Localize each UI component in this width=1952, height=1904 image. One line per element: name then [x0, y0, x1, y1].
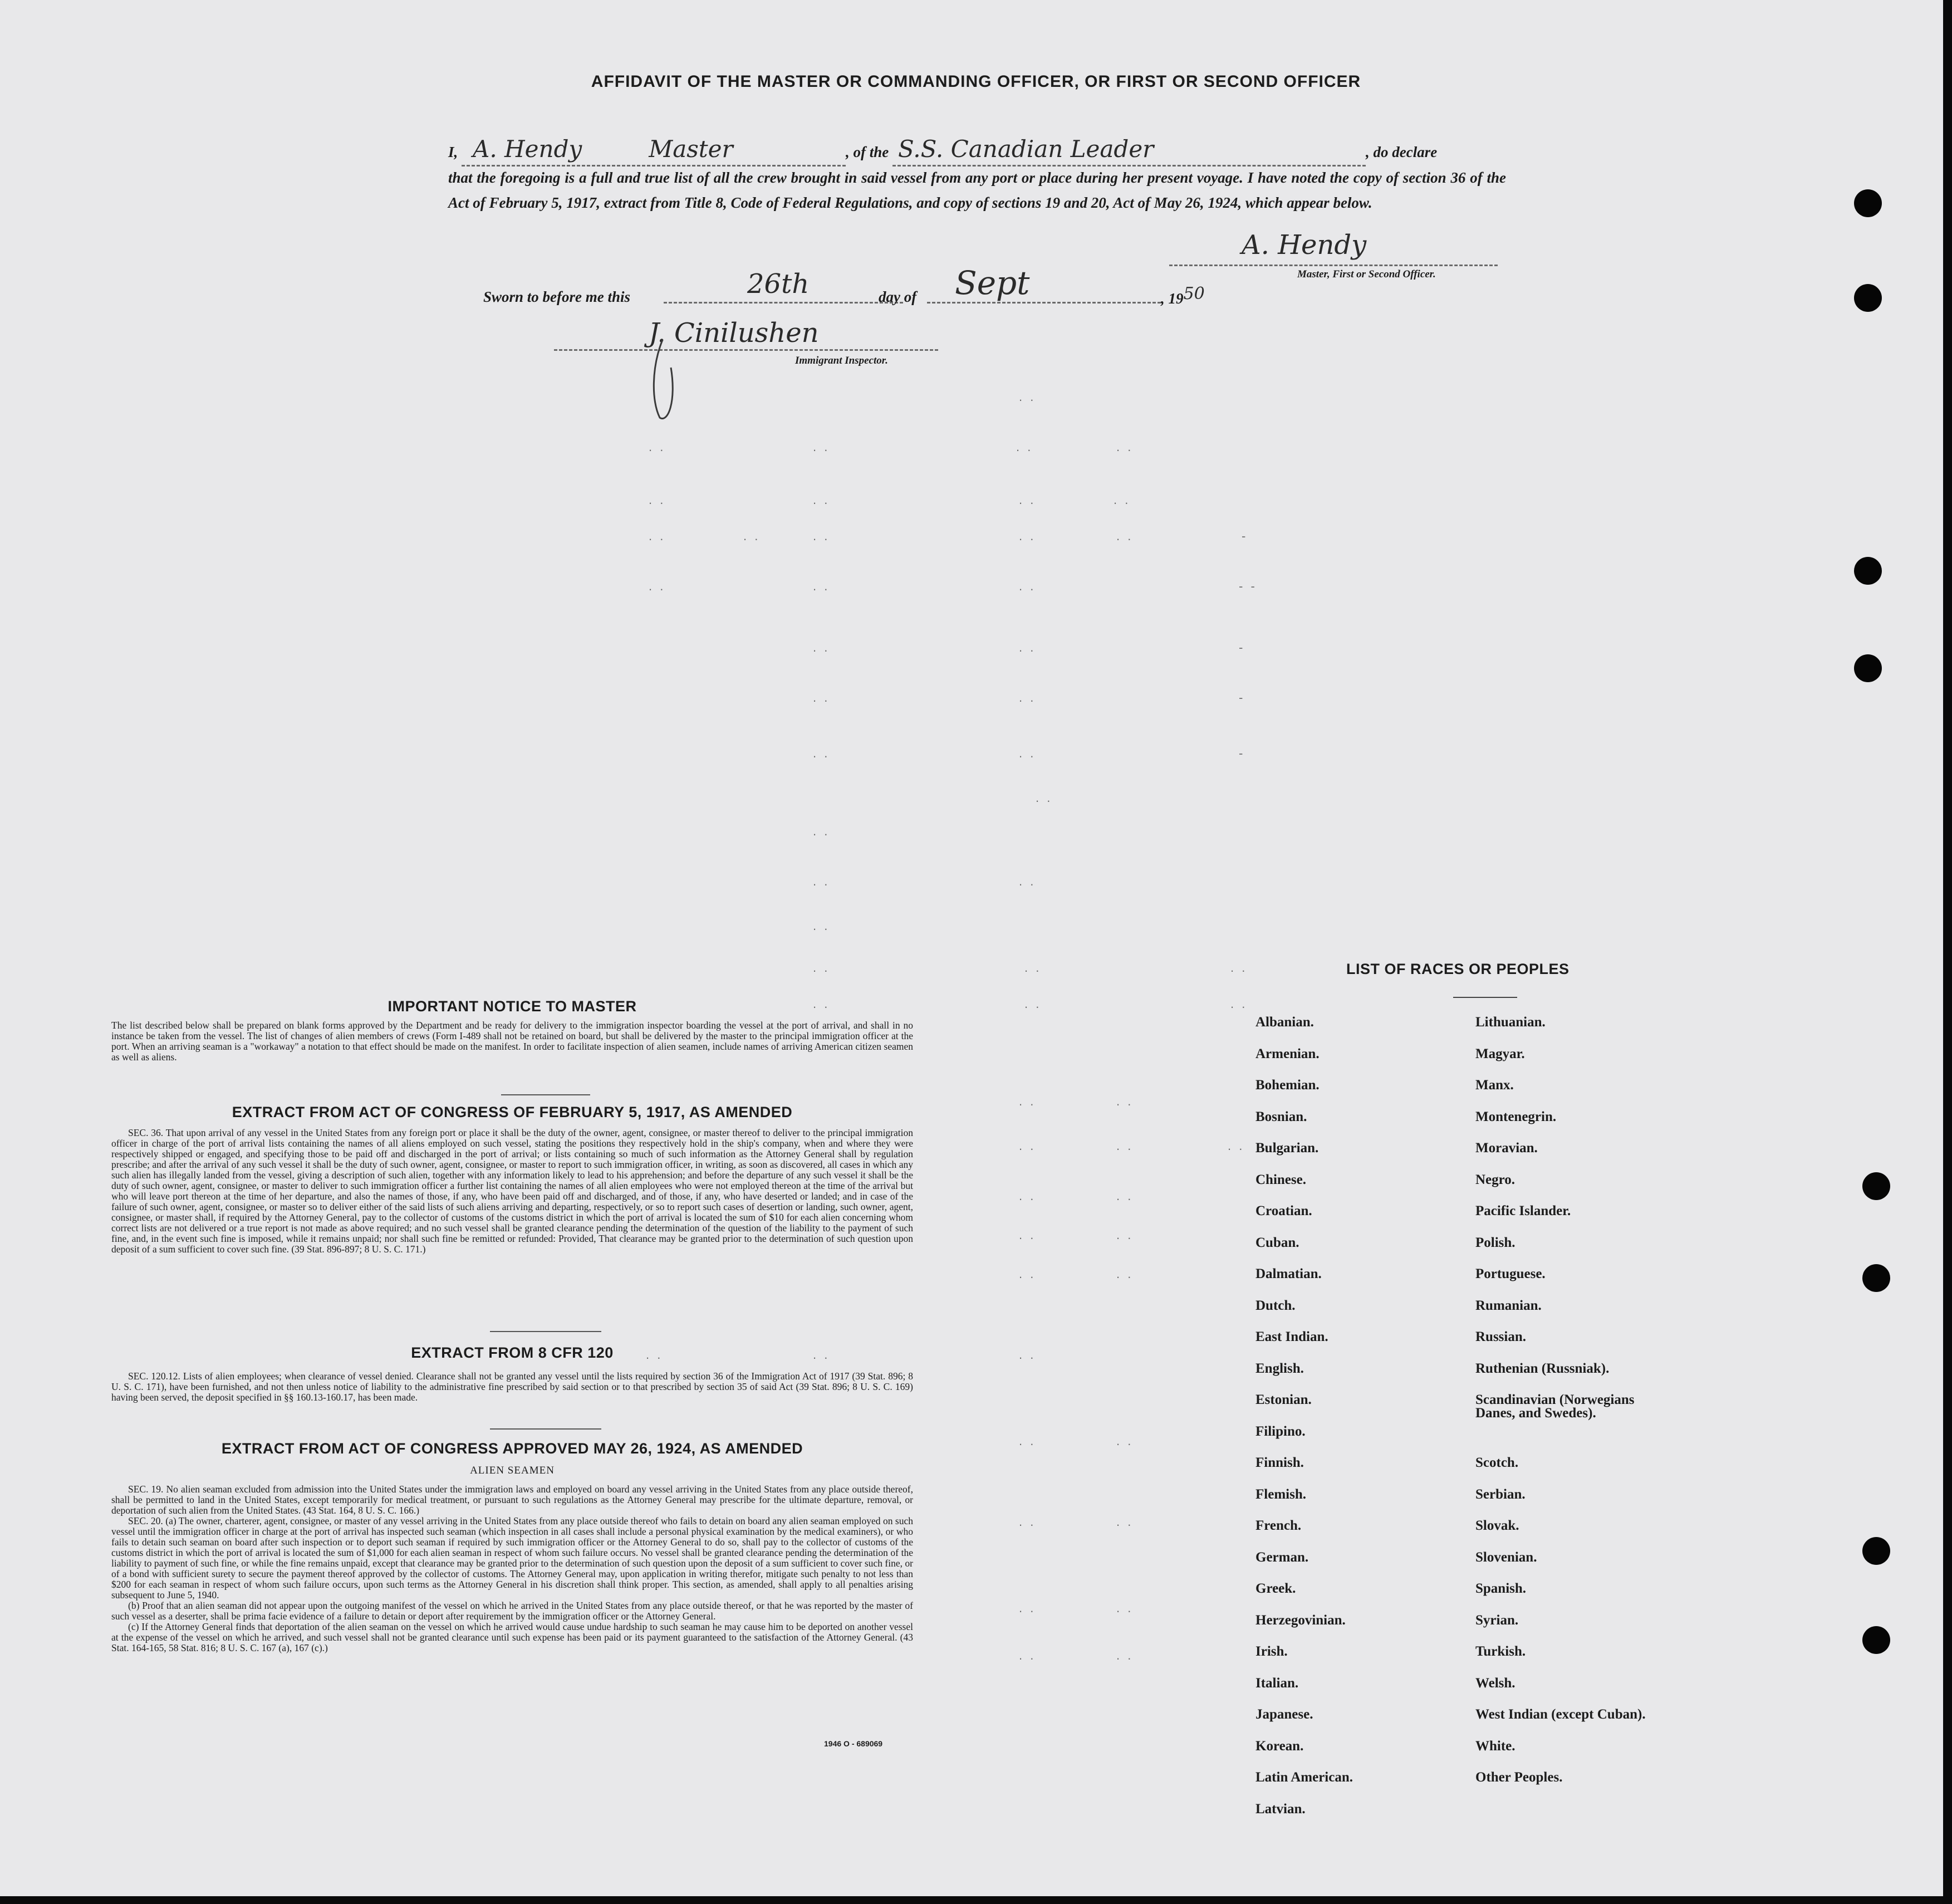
section-20a-paragraph: SEC. 20. (a) The owner, charterer, agent, consignee, or master of any vessel arriving in the United States from any place outside thereof who fails to detain on board any alien seaman employed on such vessel until the immigration officer in charge at the port of arrival has inspected such seaman (which inspection in all cases shall include a personal physical examination by the medical examiners), or who fails to detain such seaman on board after such inspection or to deport such seaman if required by such immigration officer or the Attorney General to do so, shall pay to the collector of customs of the customs district in which the port of arrival is located the sum of $1,000 for each alien seaman in respect of whom such failure occurs. No vessel shall be granted clearance pending the determination of the liability to payment of such fine, or while the fine remains unpaid, except that clearance may be granted prior to the determination of such question upon the deposit of a sum sufficient to cover such fine, or of a bond with sufficient surety to secure the payment thereof approved by the collector of customs. The Attorney General may, upon application in writing therefor, mitigate such penalty to not less than $200 for each seaman in respect of whom such failure occurs, upon such terms as the Attorney General in his discretion shall think proper. This section, as amended, shall apply to all penalties arising subsequent to June 5, 1940. — [111, 1515, 913, 1600]
extract-cfr-text: SEC. 120.12. Lists of alien employees; when clearance of vessel denied. Clearance shall not be granted any vessel until the lists required by section 36 of the Immigration Act of 1917 (39 Stat. 896; 8 U. S. C. 171), have been furnished, and not then unless notice of liability to the administrative fine prescribed by said section or to that prescribed by section 35 of said Act (39 Stat. 896; 8 U. S. C. 169) having been served, the deposit specified in §§ 160.13-160.17, has been made. — [111, 1371, 913, 1403]
race-item: West Indian (except Cuban). — [1475, 1707, 1646, 1722]
race-item: English. — [1255, 1360, 1304, 1376]
stray-dots: . . — [1116, 1515, 1134, 1529]
race-item: Lithuanian. — [1475, 1015, 1546, 1030]
punch-hole — [1854, 654, 1882, 682]
stray-dots: . . — [1114, 493, 1131, 507]
extract-1917-heading: EXTRACT FROM ACT OF CONGRESS OF FEBRUARY 5, 1917, AS AMENDED — [232, 1104, 793, 1120]
section-20b-paragraph: (b) Proof that an alien seaman did not appear upon the outgoing manifest of the vessel on which he arrived in the United States from any place outside thereof, or that he was reported by the master of such vessel as a deserter, shall be prima facie evidence of a failure to detain or deport after requirement by the immigration officer or the Attorney General. — [111, 1600, 913, 1622]
punch-hole — [1862, 1537, 1890, 1565]
stray-dots: . . — [1036, 791, 1053, 805]
stray-dots: . . — [1019, 746, 1036, 760]
race-item: Flemish. — [1255, 1486, 1306, 1502]
race-item: Latvian. — [1255, 1801, 1306, 1817]
notice-text: The list described below shall be prepared on blank forms approved by the Department and be ready for delivery to the immigration inspector boarding the vessel at the port of arrival, and shall in no instance be taken from the vessel. The list of changes of alien members of crews (Form I-489 shall not be retained on board, but shall be delivered by the master to the principal immigration officer at the port. When an arriving seaman is a "workaway" a notation to that effect should be made on the manifest. In order to facilitate inspection of alien seamen, include names of arriving American citizen seamen as well as aliens. — [111, 1020, 913, 1063]
punch-hole — [1854, 557, 1882, 585]
stray-dots: . . — [813, 919, 830, 933]
race-item: Montenegrin. — [1475, 1109, 1557, 1124]
section-19-paragraph: SEC. 19. No alien seaman excluded from admission into the United States under the immigration laws and employed on board any vessel arriving in the United States from any place outside thereof, shall be permitted to land in the United States, except temporarily for medical treatment, or pursuant to such regulations as the Attorney General may prescribe for the ultimate departure, removal, or deportation of such alien from the United States. (43 Stat. 164, 8 U. S. C. 166.) — [111, 1484, 913, 1516]
stray-dots: . . — [1019, 579, 1036, 593]
of-the-label: , of the — [846, 144, 889, 160]
race-item: Polish. — [1475, 1235, 1516, 1250]
section-20c-paragraph: (c) If the Attorney General finds that deportation of the alien seaman on the vessel on which he arrived would cause undue hardship to such seaman he may cause him to be deported on another vessel at the expense of the vessel on which he arrived, and such vessel shall not be granted clearance until such expense has been paid or its payment guaranteed to the satisfaction of the Attorney General. (43 Stat. 164-165, 58 Stat. 816; 8 U. S. C. 167 (a), 167 (c).) — [111, 1621, 913, 1653]
divider — [501, 1094, 590, 1095]
stray-dots: . . — [1116, 1434, 1134, 1448]
sworn-day: 26th — [747, 268, 810, 300]
stray-dots: . . — [1116, 1139, 1134, 1153]
stray-dots: . . — [1024, 961, 1042, 975]
stray-dots: . . — [1116, 440, 1134, 454]
sworn-month: Sept — [955, 264, 1030, 302]
stray-dots: - — [1242, 529, 1248, 543]
stray-dots: . . — [1019, 691, 1036, 704]
stray-dots: . . — [649, 493, 666, 507]
stray-dots: . . — [1019, 1139, 1036, 1153]
races-heading: LIST OF RACES OR PEOPLES — [1346, 961, 1570, 977]
stray-dots: . . — [813, 997, 830, 1011]
stray-dots: . . — [649, 529, 666, 543]
stray-dots: . . — [1019, 1228, 1036, 1242]
year-handwritten: 50 — [1183, 284, 1205, 304]
race-item: Scotch. — [1475, 1455, 1519, 1470]
stray-dots: . . — [1019, 1434, 1036, 1448]
stray-dots: . . — [1230, 961, 1248, 975]
stray-dots: . . — [1116, 1228, 1134, 1242]
stray-dots: . . — [813, 746, 830, 760]
race-item: Slovak. — [1475, 1518, 1519, 1533]
punch-hole — [1862, 1626, 1890, 1654]
race-item: Albanian. — [1255, 1015, 1314, 1030]
race-item: Armenian. — [1255, 1046, 1320, 1061]
race-item: Scandinavian (Norwegians — [1475, 1392, 1635, 1407]
race-item: Manx. — [1475, 1078, 1514, 1093]
divider — [490, 1331, 601, 1332]
race-item: Ruthenian (Russniak). — [1475, 1360, 1610, 1376]
inspector-signature: J. Cinilushen — [649, 317, 819, 349]
race-item-continuation: Danes, and Swedes). — [1475, 1406, 1596, 1421]
stray-dots: . . — [649, 440, 666, 454]
stray-dots: . . — [1016, 440, 1033, 454]
extract-1917-text: SEC. 36. That upon arrival of any vessel in the United States from any foreign port or place it shall be the duty of the owner, agent, consignee, or master thereof to deliver to the principal immigration officer in charge of the port of arrival lists containing the names of all aliens employed on such vessel, stating the positions they respectively hold in the ship's company, when and where they were respectively shipped or engaged, and specifying those to be paid off and discharged in the port of arrival; or lists containing so much of such information as the Attorney General shall by regulation prescribe; and after the arrival of any such vessel it shall be the duty of such owner, agent, consignee, or master to report to such immigration officer, in writing, as soon as discovered, all cases in which any such alien has illegally landed from the vessel, giving a description of such alien, together with any information likely to lead to his apprehension; and before the departure of any such vessel it shall be the duty of such owner, agent, consignee, or master to deliver to such immigration officer a further list containing the names of all alien employees who were not employed thereon at the time of the arrival but who will leave port thereon at the time of her departure, and also the names of those, if any, who have been paid off and discharged, and of those, if any, who have deserted or landed; and in case of the failure of such owner, agent, consignee, or master so to deliver either of the said lists of such aliens arriving and departing, respectively, or so to report such cases of desertion or landing, such owner, agent, consignee, or master shall, if required by the Attorney General, pay to the collector of customs of the customs district in which the port of arrival is located the sum of $10 for each alien concerning whom correct lists are not delivered or a true report is not made as above required; and no such vessel shall be granted clearance pending the determination of the question of the liability to the payment of such fine, and, in the event such fine is imposed, while it remains unpaid; nor shall such fine be remitted or refunded: Provided, That clearance may be granted prior to the determination of such question upon deposit of a sum sufficient to cover such fine. (39 Stat. 896-897; 8 U. S. C. 171.) — [111, 1127, 913, 1255]
stray-dots: . . — [1019, 1189, 1036, 1203]
inspector-caption: Immigrant Inspector. — [795, 355, 888, 366]
stray-dots: . . — [1116, 1094, 1134, 1108]
race-item: French. — [1255, 1518, 1302, 1533]
race-item: Portuguese. — [1475, 1266, 1546, 1281]
race-item: Dutch. — [1255, 1298, 1296, 1313]
stray-dots: . . — [1230, 997, 1248, 1011]
stray-dots: . . — [1116, 1267, 1134, 1281]
extract-1924-heading: EXTRACT FROM ACT OF CONGRESS APPROVED MAY 26, 1924, AS AMENDED — [221, 1440, 803, 1457]
alien-seamen-subheading: ALIEN SEAMEN — [470, 1465, 555, 1476]
race-item: Bulgarian. — [1255, 1141, 1319, 1156]
race-item: Herzegovinian. — [1255, 1612, 1346, 1628]
race-item: Turkish. — [1475, 1644, 1526, 1659]
stray-dots: . . — [1019, 1648, 1036, 1662]
declaration-text: that the foregoing is a full and true list of all the crew brought in said vessel from any port or place during her present voyage. I have noted the copy of section 36 of the Act of February 5, 1917, extract from Title 8, Code of Federal Regulations, and copy of sections 19 and 20, Act of May 26, 1924, which appear below. — [448, 169, 1506, 211]
stray-dots: . . — [1116, 1648, 1134, 1662]
race-item: Dalmatian. — [1255, 1266, 1322, 1281]
race-item: Korean. — [1255, 1738, 1304, 1754]
stray-dots: . . — [1228, 1139, 1245, 1153]
stray-dots: . . — [813, 529, 830, 543]
stray-dots: . . — [743, 529, 761, 543]
race-item: Pacific Islander. — [1475, 1203, 1571, 1218]
race-item: East Indian. — [1255, 1329, 1328, 1344]
master-name: A. Hendy — [473, 135, 582, 163]
stray-dots: . . — [813, 874, 830, 888]
stray-dots: - - — [1239, 579, 1257, 593]
stray-dots: . . — [646, 1348, 663, 1362]
races-divider — [1453, 997, 1517, 998]
print-code: 1946 O - 689069 — [824, 1739, 883, 1748]
race-item: German. — [1255, 1549, 1309, 1565]
race-item: Filipino. — [1255, 1423, 1306, 1439]
stray-dots: . . — [649, 579, 666, 593]
race-item: Welsh. — [1475, 1675, 1516, 1691]
year-prefix: , 19 — [1161, 290, 1184, 307]
day-of-label: day of — [879, 288, 917, 305]
race-item: White. — [1475, 1738, 1516, 1754]
stray-dots: . . — [1019, 1094, 1036, 1108]
master-signature-line — [1169, 229, 1498, 266]
notice-heading: IMPORTANT NOTICE TO MASTER — [388, 998, 637, 1015]
race-item: Latin American. — [1255, 1770, 1353, 1785]
race-item: Syrian. — [1475, 1612, 1519, 1628]
punch-hole — [1862, 1264, 1890, 1292]
stray-dots: . . — [813, 493, 830, 507]
extract-cfr-heading: EXTRACT FROM 8 CFR 120 — [411, 1344, 614, 1361]
stray-dots: . . — [1019, 1267, 1036, 1281]
i-label: I, — [448, 144, 458, 160]
stray-dots: . . — [813, 824, 830, 838]
sworn-day-field — [664, 268, 903, 304]
punch-hole — [1862, 1172, 1890, 1200]
race-item: Cuban. — [1255, 1235, 1299, 1250]
master-name-field — [462, 136, 846, 167]
master-rank: Master — [649, 135, 733, 163]
year-field — [1161, 284, 1205, 308]
race-item: Italian. — [1255, 1675, 1299, 1691]
inspector-signature-line — [554, 317, 938, 351]
stray-dots: . . — [813, 579, 830, 593]
race-item: Chinese. — [1255, 1172, 1306, 1187]
extract-1924-body — [111, 1484, 913, 1653]
race-item: Irish. — [1255, 1644, 1288, 1659]
race-item: Slovenian. — [1475, 1549, 1537, 1565]
stray-dots: . . — [1019, 874, 1036, 888]
stray-dots: . . — [813, 691, 830, 704]
race-item: Greek. — [1255, 1581, 1296, 1596]
master-signature: A. Hendy — [1242, 229, 1367, 261]
sworn-month-field — [927, 264, 1161, 304]
race-item: Spanish. — [1475, 1581, 1527, 1596]
stray-dots: . . — [1019, 1348, 1036, 1362]
stray-dots: . . — [1116, 1189, 1134, 1203]
race-item: Bohemian. — [1255, 1078, 1320, 1093]
stray-dots: - — [1239, 746, 1245, 760]
vessel-name: S.S. Canadian Leader — [898, 135, 1154, 163]
affidavit-title: AFFIDAVIT OF THE MASTER OR COMMANDING OFFICER, OR FIRST OR SECOND OFFICER — [591, 72, 1361, 91]
stray-dots: . . — [1019, 493, 1036, 507]
divider — [490, 1428, 601, 1430]
stray-dots: . . — [813, 440, 830, 454]
race-item: Serbian. — [1475, 1486, 1526, 1502]
stray-dots: . . — [1019, 640, 1036, 654]
stray-dots: . . — [1019, 1601, 1036, 1615]
punch-hole — [1854, 189, 1882, 217]
do-declare-label: , do declare — [1366, 144, 1438, 160]
stray-dots: . . — [813, 640, 830, 654]
stray-dots: . . — [1019, 1515, 1036, 1529]
race-item: Negro. — [1475, 1172, 1516, 1187]
race-item: Croatian. — [1255, 1203, 1312, 1218]
race-item: Other Peoples. — [1475, 1770, 1563, 1785]
race-item: Japanese. — [1255, 1707, 1313, 1722]
stray-dots: . . — [813, 961, 830, 975]
race-item: Finnish. — [1255, 1455, 1304, 1470]
signature-caption: Master, First or Second Officer. — [1297, 268, 1436, 280]
race-item: Estonian. — [1255, 1392, 1312, 1407]
stray-dots: . . — [1019, 390, 1036, 404]
stray-dots: . . — [1024, 997, 1042, 1011]
stray-dots: - — [1239, 640, 1245, 654]
signature-flourish — [646, 334, 690, 423]
affidavit-declaration — [448, 136, 1506, 216]
race-item: Rumanian. — [1475, 1298, 1542, 1313]
declaration-first-line — [448, 136, 1506, 167]
stray-dots: . . — [1019, 529, 1036, 543]
vessel-name-field — [892, 136, 1366, 167]
stray-dots: . . — [813, 1348, 830, 1362]
race-item: Moravian. — [1475, 1141, 1538, 1156]
race-item: Russian. — [1475, 1329, 1527, 1344]
stray-dots: - — [1239, 691, 1245, 704]
stray-dots: . . — [1116, 529, 1134, 543]
stray-dots: . . — [1116, 1601, 1134, 1615]
punch-hole — [1854, 284, 1882, 312]
race-item: Magyar. — [1475, 1046, 1525, 1061]
race-item: Bosnian. — [1255, 1109, 1307, 1124]
sworn-label: Sworn to before me this — [483, 288, 631, 305]
